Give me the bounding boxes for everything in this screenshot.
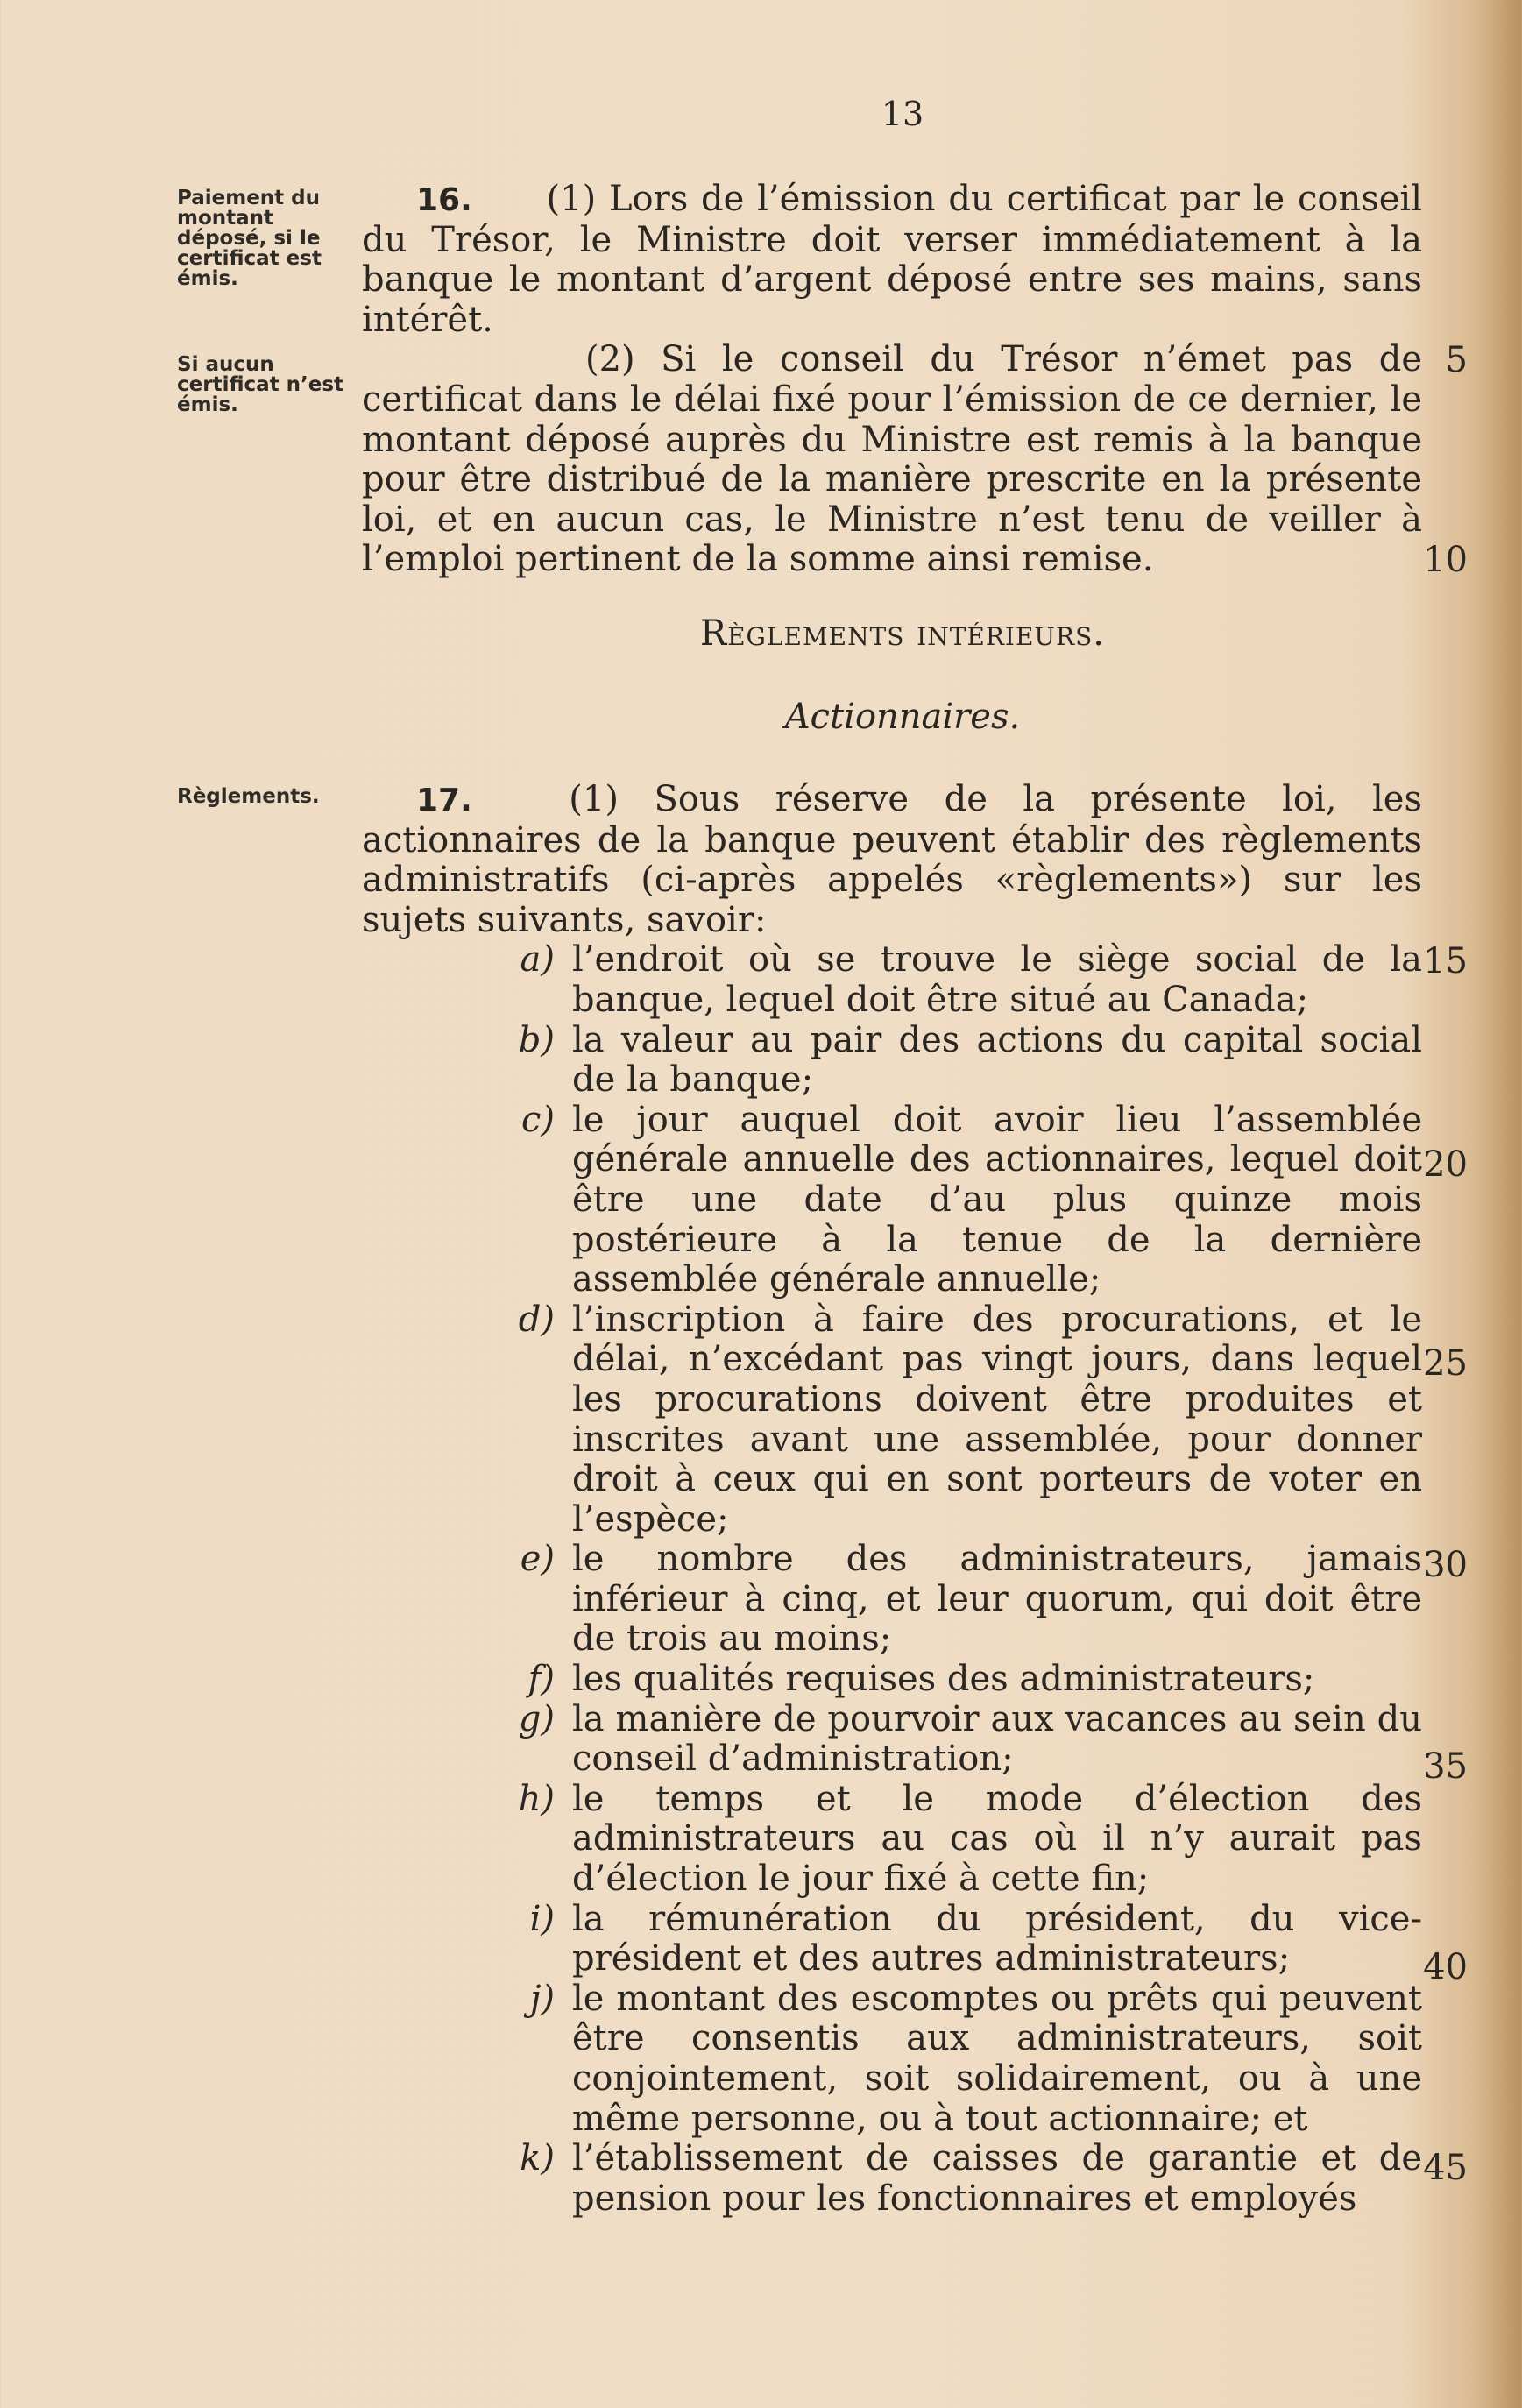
item-letter: k) <box>520 2138 555 2179</box>
item-text: l’établissement de caisses de garantie et de pension pour les fonctionnaires et employés <box>572 2138 1422 2219</box>
section-number: 17. <box>416 783 472 818</box>
item-text: la valeur au pair des actions du capital social de la banque; <box>572 1019 1422 1101</box>
line-number-25: 25 <box>1423 1343 1468 1384</box>
list-item-h <box>362 1780 1422 1900</box>
line-number-30: 30 <box>1423 1545 1468 1585</box>
item-text: le temps et le mode d’élection des administrateurs au cas où il n’y aurait pas d’élection le jour fixé à cette fin; <box>572 1778 1422 1900</box>
item-text: le jour auquel doit avoir lieu l’assemblée générale annuelle des actionnaires, lequel doit être une date d’au plus quinze mois postérieure à la tenue de la dernière assemblée générale annuelle; <box>572 1099 1422 1300</box>
list-item-j <box>362 1980 1422 2139</box>
line-number-45: 45 <box>1423 2148 1468 2188</box>
paragraph-text: (1) Lors de l’émission du certificat par le conseil du Trésor, le Ministre doit verser immédiatement à la banque le montant d’argent déposé entre ses mains, sans intérêt. <box>362 179 1422 340</box>
item-text: l’inscription à faire des procurations, et le délai, n’excédant pas vingt jours, dans lequel les procurations doivent être produites et inscrites avant une assemblée, pour donner droit à ceux qui en sont porteurs de voter en l’espèce; <box>572 1299 1422 1540</box>
margin-note-payment: Paiement du montant déposé, si le certificat est émis. <box>177 187 322 290</box>
list-item-e <box>362 1540 1422 1660</box>
item-letter: g) <box>518 1698 555 1739</box>
section-16-paragraph-1 <box>362 180 1422 340</box>
line-number-5: 5 <box>1445 340 1468 380</box>
section-16-paragraph-2: (2) Si le conseil du Trésor n’émet pas de certificat dans le délai fixé pour l’émission de ce dernier, le montant déposé auprès du Ministre est remis à la banque pour être distribué de la manière prescrite en la présente loi, et en aucun cas, le Ministre n’est tenu de veiller à l’emploi pertinent de la somme ainsi remise. <box>362 339 1422 580</box>
line-number-20: 20 <box>1423 1144 1468 1185</box>
item-letter: e) <box>520 1539 555 1580</box>
section-number: 16. <box>416 182 472 218</box>
heading-reglements: Règlements intérieurs. <box>700 613 1105 654</box>
item-text: l’endroit où se trouve le siège social de la banque, lequel doit être situé au Canada; <box>572 939 1422 1020</box>
list-item-f <box>362 1660 1422 1700</box>
item-text: la rémunération du président, du vice-président et des autres administrateurs; <box>572 1898 1422 1980</box>
item-letter: b) <box>518 1019 555 1060</box>
list-item-i <box>362 1900 1422 1980</box>
list-item-d <box>362 1300 1422 1540</box>
item-letter: i) <box>529 1898 555 1939</box>
line-number-40: 40 <box>1423 1947 1468 1987</box>
section-16 <box>362 180 1422 580</box>
list-item-k <box>362 2139 1422 2219</box>
list-item-c <box>362 1101 1422 1300</box>
page-number: 13 <box>881 95 924 133</box>
section-17-list <box>362 940 1422 2219</box>
item-letter: f) <box>527 1659 555 1700</box>
list-item-b <box>362 1021 1422 1101</box>
list-item-a <box>362 940 1422 1020</box>
margin-note-no-certificate: Si aucun certificat n’est émis. <box>177 353 344 416</box>
item-letter: d) <box>518 1299 555 1340</box>
margin-note-regulations: Règlements. <box>177 785 320 808</box>
paragraph-text: (1) Sous réserve de la présente loi, les actionnaires de la banque peuvent établir des règlements administratifs (ci-après appelés «règlements») sur les sujets suivants, savoir: <box>362 779 1422 940</box>
line-number-35: 35 <box>1423 1746 1468 1787</box>
section-17-intro <box>362 780 1422 940</box>
item-letter: h) <box>518 1778 555 1819</box>
list-item-g <box>362 1700 1422 1780</box>
line-number-10: 10 <box>1423 540 1468 580</box>
subheading-actionnaires: Actionnaires. <box>784 697 1021 737</box>
item-text: le montant des escomptes ou prêts qui peuvent être consentis aux administrateurs, soit conjointement, soit solidairement, ou à une même personne, ou à tout actionnaire; et <box>572 1978 1422 2139</box>
section-17 <box>362 780 1422 2219</box>
item-letter: c) <box>520 1099 555 1140</box>
item-text: le nombre des administrateurs, jamais inférieur à cinq, et leur quorum, qui doit être de trois au moins; <box>572 1539 1422 1660</box>
item-letter: j) <box>529 1978 555 2019</box>
item-text: la manière de pourvoir aux vacances au sein du conseil d’administration; <box>572 1698 1422 1780</box>
line-number-15: 15 <box>1423 941 1468 981</box>
item-text: les qualités requises des administrateurs; <box>572 1659 1315 1700</box>
item-letter: a) <box>520 939 555 981</box>
